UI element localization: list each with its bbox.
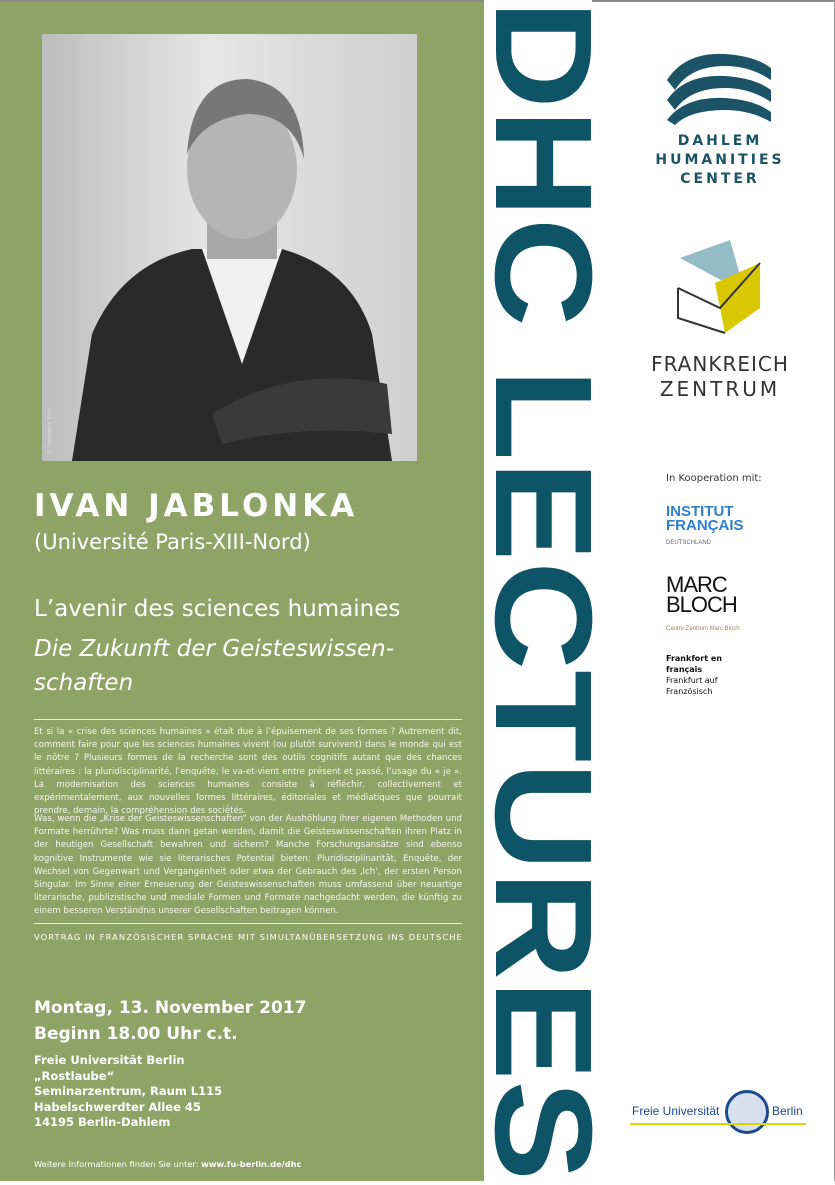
dhc-logo-icon <box>665 50 775 125</box>
institut-francais-logo <box>666 505 744 550</box>
marc-bloch-logo <box>666 572 740 639</box>
top-border <box>0 0 835 2</box>
speaker-photo <box>42 34 417 461</box>
address-line: 14195 Berlin-Dahlem <box>34 1115 171 1129</box>
speaker-name: IVAN JABLONKA <box>34 488 359 524</box>
logo-text: Freie Universität <box>632 1104 720 1118</box>
divider <box>34 719 462 720</box>
more-info <box>34 1159 301 1169</box>
info-link[interactable]: www.fu-berlin.de/dhc <box>201 1159 302 1169</box>
series-title-banner <box>466 0 620 1181</box>
series-title: DHC LECTURES <box>466 0 620 1082</box>
event-address <box>34 1053 222 1131</box>
fu-berlin-logo <box>630 1090 806 1126</box>
logo-line: Centre Zentrum Marc Bloch <box>666 626 740 632</box>
dhc-logo-text <box>640 132 800 189</box>
frankfurt-auf-franzoesisch-logo <box>666 653 741 697</box>
logo-text: Berlin <box>772 1104 803 1118</box>
address-line: Seminarzentrum, Raum L115 <box>34 1084 223 1098</box>
frankreich-zentrum-logo-icon <box>675 238 765 336</box>
logo-line: MARC <box>666 572 727 597</box>
address-line: Habelschwerdter Allee 45 <box>34 1099 201 1114</box>
event-date: Montag, 13. November 2017 <box>34 998 307 1018</box>
speaker-affiliation: (Université Paris-XIII-Nord) <box>34 530 311 554</box>
lecture-title-fr: L’avenir des sciences humaines <box>34 596 401 622</box>
abstract-de: Was, wenn die „Krise der Geisteswissenschaften“ von der Aushöhlung ihrer eigenen Methoden und Formate herrührte? Was muss dann getan werden, damit die Geisteswissenschaften ihren Platz in der heutigen Gesellschaft bewahren und sichern? Manche Forschungsansätze sind ebenso kognitive Instrumente wie sie literarisches Potential bieten: Pluridisziplinarität, Enquête, der Wechsel von Gegenwart und Vergangenheit oder etwa der Gebrauch des ‚Ich‘, der ersten Person Singular. Im Sinne einer Erneuerung der Geisteswissenschaften muss umfassend über neuartige literarische, publizistische und mediale Formen und Formate nachgedacht werden, die künftig zu einem besseren Verständnis unserer Gesellschaften beitragen können. <box>34 814 462 917</box>
logo-line: Frankfort en français <box>666 654 722 674</box>
photo-credit: © Hermance Triay <box>47 408 53 454</box>
abstract-fr: Et si la « crise des sciences humaines » était due à l’épuisement de ses formes ? Autrement dit, comment faire pour que les sciences humaines vivent (ou plutôt survivent) dans le monde qui est le nôtre ? Plusieurs formes de la recherche sont des outils cognitifs autant que des chances littéraires : la pluridisciplinarité, l’enquête, le va-et-vient entre présent et passé, l’usage du « je ». La modernisation des sciences humaines consiste à réfléchir, collectivement et expérimentalement, aux nouvelles formes littéraires, éditoriales et médiatiques que pourrait prendre, demain, la compréhension des sociétés. <box>34 727 462 817</box>
logo-line: FRANÇAIS <box>666 517 744 534</box>
divider <box>34 923 462 924</box>
logo-line: DAHLEM <box>677 133 763 149</box>
info-label: Weitere Informationen finden Sie unter: <box>34 1159 199 1169</box>
address-line: Freie Universität Berlin <box>34 1053 185 1067</box>
lecture-title-de: Die Zukunft der Geisteswissen-schaften <box>34 636 395 696</box>
logo-line: INSTITUT <box>666 503 734 520</box>
series-title-graphic <box>466 0 620 1181</box>
portrait-graphic <box>42 34 417 461</box>
event-datetime <box>34 995 306 1047</box>
event-time: Beginn 18.00 Uhr c.t. <box>34 1024 238 1044</box>
logo-line: ZENTRUM <box>659 377 781 401</box>
language-note: VORTRAG IN FRANZÖSISCHER SPRACHE MIT SIMULTANÜBERSETZUNG INS DEUTSCHE <box>34 932 463 942</box>
logo-line: CENTER <box>680 171 760 187</box>
logo-line: FRANKREICH <box>651 352 789 376</box>
logo-line: DEUTSCHLAND <box>666 540 712 546</box>
address-line: „Rostlaube“ <box>34 1068 115 1083</box>
logo-line: Frankfurt auf Französisch <box>666 676 718 696</box>
fu-seal-icon <box>725 1090 769 1134</box>
cooperation-label: In Kooperation mit: <box>666 473 762 484</box>
logo-underline <box>630 1123 806 1125</box>
logo-line: BLOCH <box>666 592 737 617</box>
logo-line: HUMANITIES <box>655 152 785 168</box>
frankreich-zentrum-logo-text <box>640 352 800 402</box>
